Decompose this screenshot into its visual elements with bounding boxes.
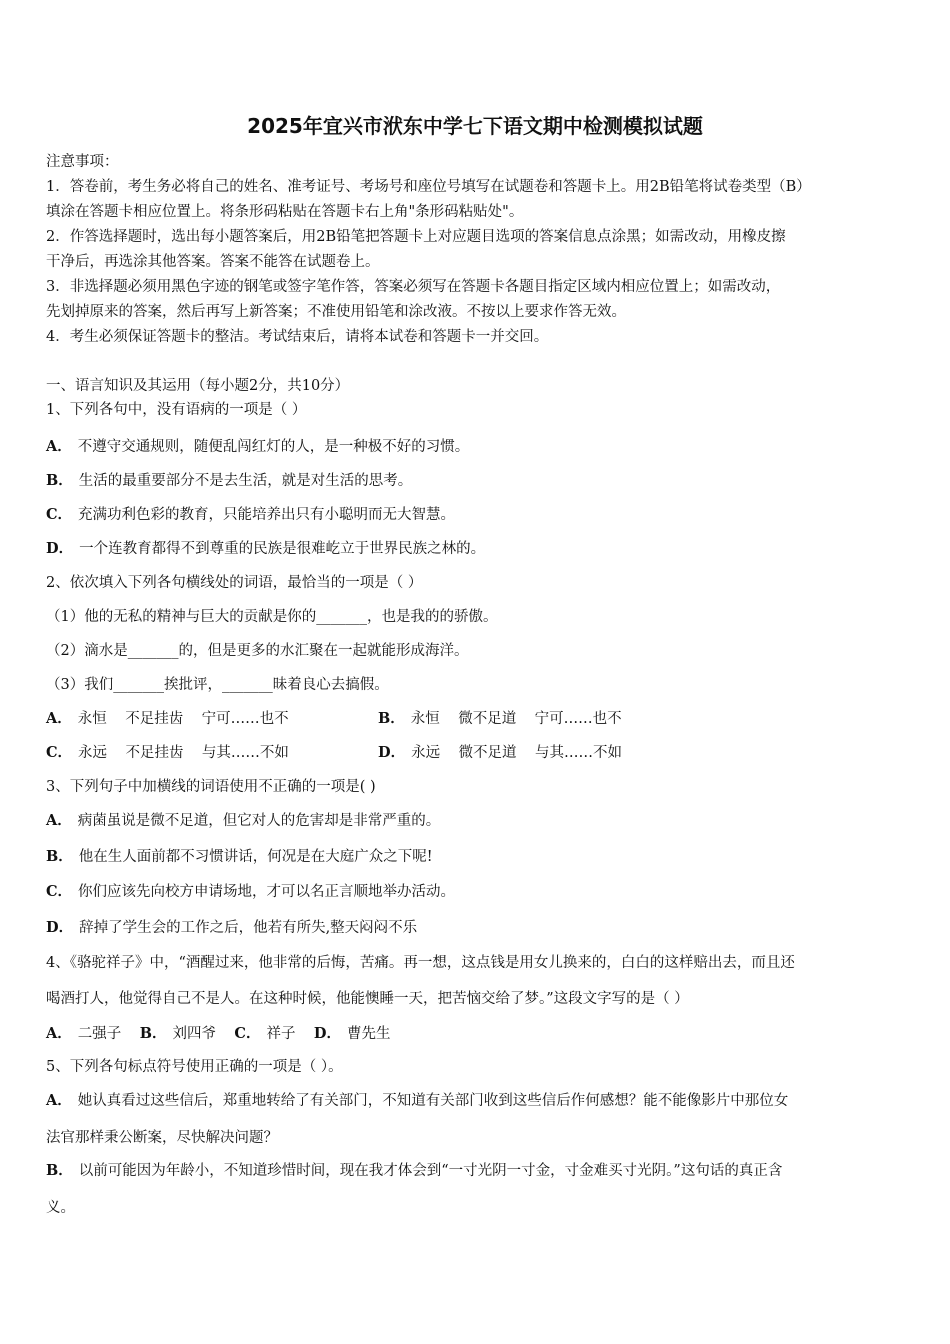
option-d [46, 918, 417, 938]
option-text: 生活的最重要部分不是去生活，就是对生活的思考。 [78, 473, 413, 489]
question-stem-cont: 喝酒打人，他觉得自己不是人。在这种时候，他能懊睡一天，把苦恼交给了梦。”这段文字写的是（ ） [46, 991, 689, 1007]
option-text: 以前可能因为年龄小，不知道珍惜时间，现在我才体会到“一寸光阴一寸金，寸金难买寸光阴。”这句话的真正含 [78, 1163, 783, 1179]
question-stem: 3、下列句子中加横线的词语使用不正确的一项是( ) [46, 779, 376, 795]
option-label: A． [46, 710, 72, 727]
sub-sentence: （1）他的无私的精神与巨大的贡献是你的_______，也是我的的骄傲。 [46, 609, 498, 625]
option-a [46, 811, 440, 831]
notice-heading: 注意事项： [46, 154, 119, 170]
notice-line: 干净后，再选涂其他答案。答案不能答在试题卷上。 [46, 254, 380, 270]
option-row [46, 709, 906, 729]
notice-line: 1．答卷前，考生务必将自己的姓名、准考证号、考场号和座位号填写在试题卷和答题卡上。用2B铅笔将试卷类型（B） [46, 179, 811, 195]
sub-sentence: （3）我们_______挨批评，_______昧着良心去搞假。 [46, 677, 389, 693]
question-stem: 1、下列各句中，没有语病的一项是（ ） [46, 402, 307, 418]
option-label: C． [46, 883, 73, 900]
option-label: D． [46, 919, 74, 936]
option-text: 不遵守交通规则，随便乱闯红灯的人，是一种极不好的习惯。 [77, 439, 470, 455]
option-label: B． [46, 848, 73, 865]
option-label: D． [46, 540, 74, 557]
option-label: A． [46, 812, 72, 829]
notice-line: 2．作答选择题时，选出每小题答案后，用2B铅笔把答题卡上对应题目选项的答案信息点涂黑；如需改动，用橡皮擦 [46, 229, 786, 245]
option-text: 你们应该先向校方申请场地，才可以名正言顺地举办活动。 [78, 884, 456, 900]
option-label: A． [46, 1025, 72, 1042]
option-b [46, 847, 433, 867]
option-text: 永远 不足挂齿 与其……不如 [78, 745, 289, 761]
question-stem: 4、《骆驼祥子》中，“酒醒过来，他非常的后悔，苦痛。再一想，这点钱是用女儿换来的，白白的这样赔出去，而且还 [46, 955, 795, 971]
option-label: A． [46, 438, 72, 455]
option-a [46, 437, 469, 457]
option-text: 辞掉了学生会的工作之后，他若有所失,整天闷闷不乐 [79, 920, 418, 936]
option-text: 曹先生 [346, 1026, 391, 1042]
option-text: 刘四爷 [172, 1026, 216, 1042]
option-label: B． [378, 710, 405, 727]
notice-line: 4．考生必须保证答题卡的整洁。考试结束后，请将本试卷和答题卡一并交回。 [46, 329, 549, 345]
option-a [46, 1091, 788, 1111]
sub-sentence: （2）滴水是_______的，但是更多的水汇聚在一起就能形成海洋。 [46, 643, 469, 659]
option-label: C． [234, 1025, 261, 1042]
page-title: 2025年宜兴市洑东中学七下语文期中检测模拟试题 [247, 114, 703, 138]
option-label: C． [46, 744, 73, 761]
notice-line: 先划掉原来的答案，然后再写上新答案；不准使用铅笔和涂改液。不按以上要求作答无效。 [46, 304, 626, 320]
option-label: B． [46, 1162, 73, 1179]
option-row [46, 1024, 390, 1044]
option-c [46, 505, 455, 525]
option-text: 永恒 微不足道 宁可……也不 [410, 711, 622, 727]
option-text-cont: 义。 [46, 1200, 75, 1216]
section-heading: 一、语言知识及其运用（每小题2分，共10分） [46, 378, 350, 394]
question-stem: 5、下列各句标点符号使用正确的一项是（ ）。 [46, 1059, 343, 1075]
option-b [46, 471, 412, 491]
question-stem: 2、依次填入下列各句横线处的词语，最恰当的一项是（ ） [46, 575, 423, 591]
option-text: 一个连教育都得不到尊重的民族是很难屹立于世界民族之林的。 [79, 541, 486, 557]
option-text: 永恒 不足挂齿 宁可……也不 [77, 711, 289, 727]
option-text: 病菌虽说是微不足道，但它对人的危害却是非常严重的。 [77, 813, 441, 829]
notice-line: 填涂在答题卡相应位置上。将条形码粘贴在答题卡右上角"条形码粘贴处"。 [46, 204, 524, 220]
option-c [46, 882, 455, 902]
option-label: D． [313, 1025, 341, 1042]
option-b [46, 1161, 782, 1181]
option-label: A． [46, 1092, 72, 1109]
option-text: 充满功利色彩的教育，只能培养出只有小聪明而无大智慧。 [78, 507, 456, 523]
option-d [46, 539, 485, 559]
option-label: B． [139, 1025, 167, 1042]
option-row [46, 743, 906, 763]
option-text: 二强子 [77, 1026, 122, 1042]
option-text: 他在生人面前都不习惯讲话，何况是在大庭广众之下呢! [78, 849, 433, 865]
option-text-cont: 法官那样秉公断案，尽快解决问题？ [46, 1130, 278, 1146]
option-label: B． [46, 472, 73, 489]
option-text: 永远 微不足道 与其……不如 [411, 745, 622, 761]
notice-line: 3．非选择题必须用黑色字迹的钢笔或签字笔作答，答案必须写在答题卡各题目指定区域内相应位置上；如需改动， [46, 279, 781, 295]
option-text: 祥子 [266, 1026, 296, 1042]
option-text: 她认真看过这些信后，郑重地转给了有关部门，不知道有关部门收到这些信后作何感想？能不能像影片中那位女 [77, 1093, 789, 1109]
option-label: D． [378, 744, 406, 761]
option-label: C． [46, 506, 73, 523]
